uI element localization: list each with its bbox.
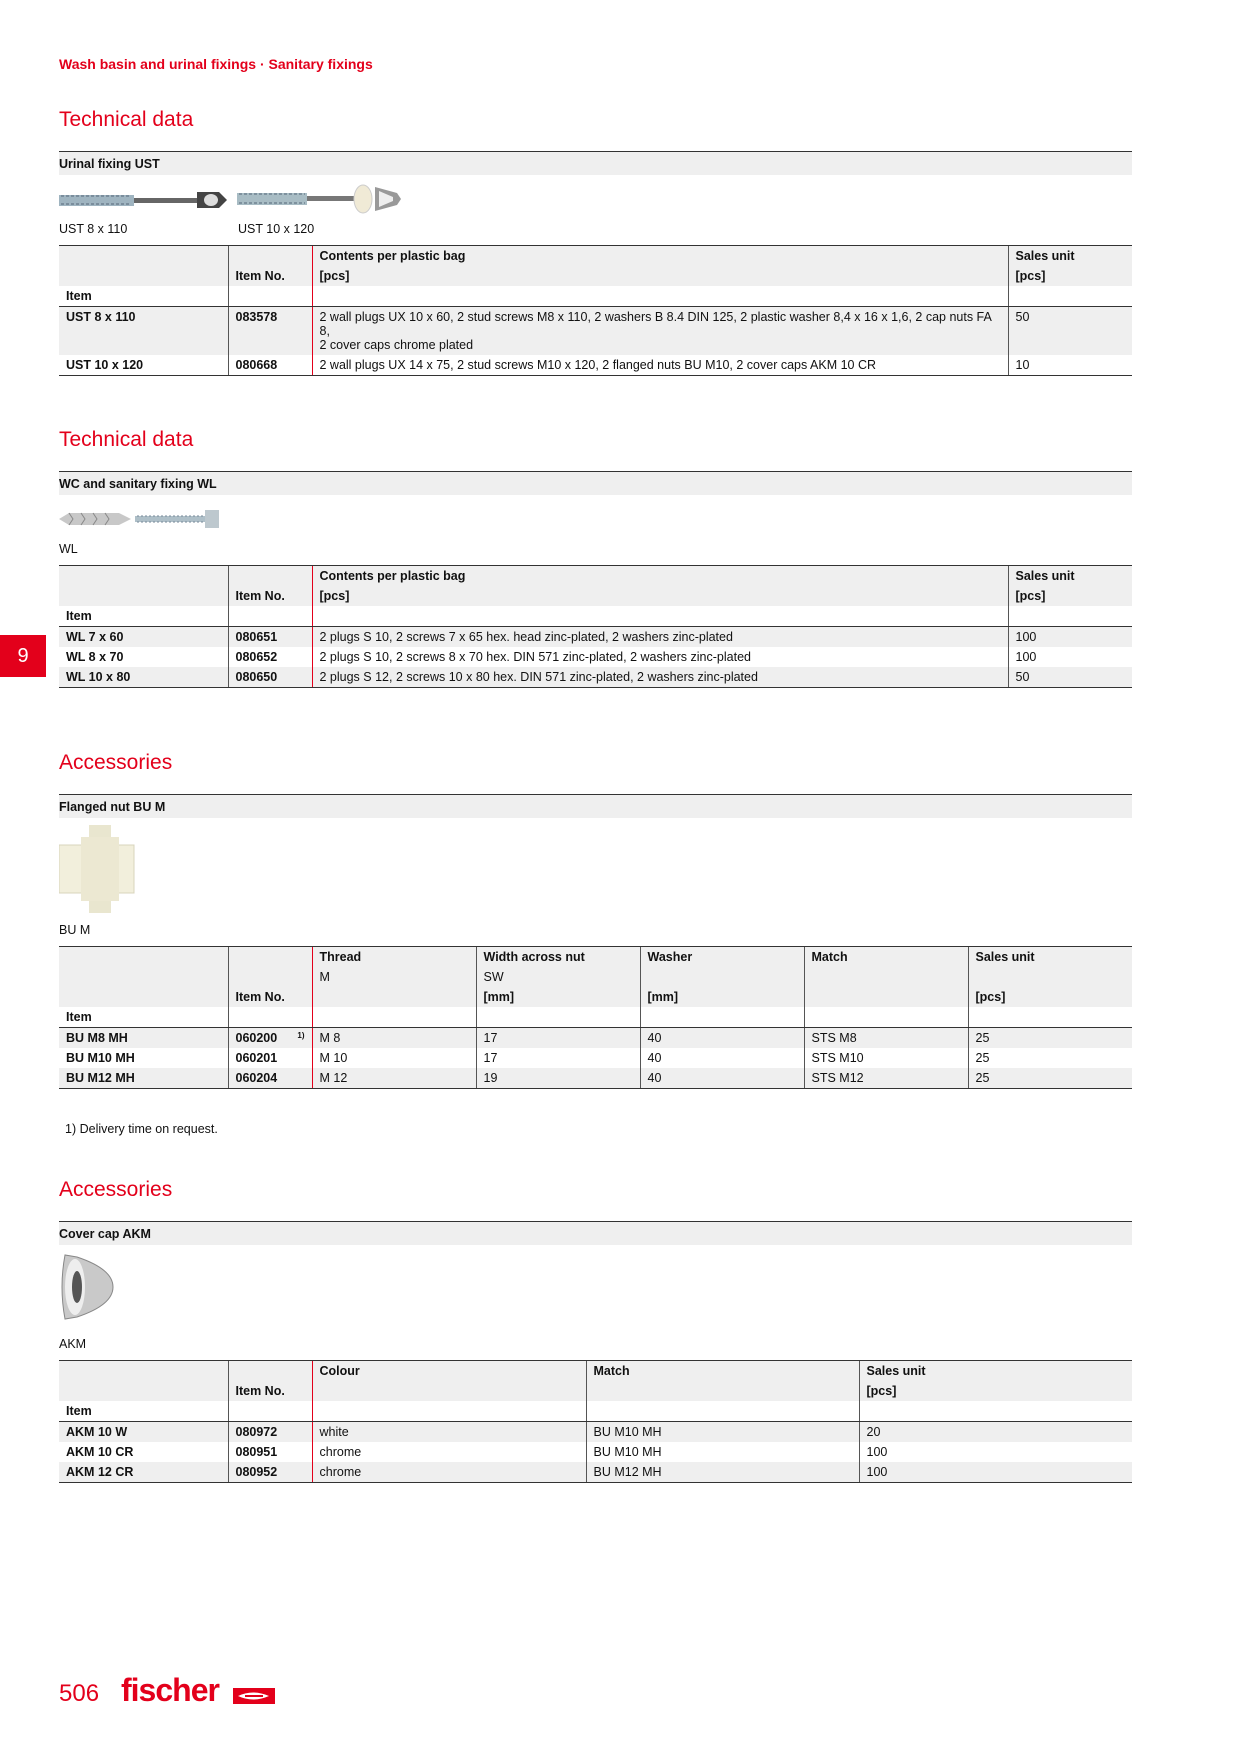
col-header: Sales unit	[1008, 566, 1132, 587]
cell-sales: 20	[859, 1422, 1132, 1443]
table-row	[59, 647, 1132, 667]
product-images	[59, 818, 1132, 946]
cell-item: BU M12 MH	[59, 1068, 228, 1089]
table-row	[59, 1068, 1132, 1089]
image-caption: UST 10 x 120	[238, 222, 315, 236]
cell-thread: M 8	[312, 1028, 476, 1049]
col-unit: [pcs]	[1008, 586, 1132, 606]
cell-item: WL 7 x 60	[59, 627, 228, 648]
col-header: Sales unit	[968, 947, 1132, 968]
cell-match: BU M10 MH	[586, 1442, 859, 1462]
cell-contents: 2 plugs S 12, 2 screws 10 x 80 hex. DIN 571 zinc-plated, 2 washers zinc-plated	[312, 667, 1008, 688]
cell-item-no: 080972	[228, 1422, 312, 1443]
col-header: Match	[586, 1361, 859, 1382]
section-ust	[59, 151, 1132, 376]
cell-item-no: 060201	[228, 1048, 312, 1068]
col-header: Colour	[312, 1361, 586, 1382]
cell-contents: 2 wall plugs UX 14 x 75, 2 stud screws M10 x 120, 2 flanged nuts BU M10, 2 cover caps AKM 10 CR	[312, 355, 1008, 376]
image-caption: AKM	[59, 1337, 87, 1351]
ust-table	[59, 245, 1132, 376]
cell-match: BU M10 MH	[586, 1422, 859, 1443]
cell-washer: 40	[640, 1068, 804, 1089]
section-subtitle: Urinal fixing UST	[59, 151, 1132, 175]
chapter-tab[interactable]: 9	[0, 635, 46, 677]
col-unit: [pcs]	[1008, 266, 1132, 286]
section-subtitle: Cover cap AKM	[59, 1221, 1132, 1245]
col-header: Item	[59, 286, 228, 307]
cell-item-no: 083578	[228, 307, 312, 356]
fischer-logo-icon	[233, 1688, 275, 1704]
cell-sales: 25	[968, 1068, 1132, 1089]
section-title: Technical data	[59, 428, 194, 451]
cell-width: 19	[476, 1068, 640, 1089]
cell-colour: white	[312, 1422, 586, 1443]
cell-width: 17	[476, 1028, 640, 1049]
image-caption: UST 8 x 110	[59, 222, 128, 236]
image-caption: BU M	[59, 923, 91, 937]
col-header: Width across nut	[476, 947, 640, 968]
cell-item: AKM 10 W	[59, 1422, 228, 1443]
col-unit: [pcs]	[859, 1381, 1132, 1401]
col-sub: SW	[476, 967, 640, 987]
col-header: Washer	[640, 947, 804, 968]
cell-washer: 40	[640, 1028, 804, 1049]
cell-item: BU M8 MH	[59, 1028, 228, 1049]
table-row	[59, 1048, 1132, 1068]
cell-sales: 50	[1008, 667, 1132, 688]
col-header: Item No.	[228, 266, 312, 286]
col-header: Sales unit	[859, 1361, 1132, 1382]
bu-table	[59, 946, 1132, 1089]
col-unit: [pcs]	[968, 987, 1132, 1007]
akm-table	[59, 1360, 1132, 1483]
product-images	[59, 175, 1132, 245]
cell-item: UST 8 x 110	[59, 307, 228, 356]
page-number: 506	[59, 1680, 100, 1707]
cell-item-no: 080951	[228, 1442, 312, 1462]
cell-item-no: 080652	[228, 647, 312, 667]
section-title: Accessories	[59, 751, 173, 774]
col-header: Item	[59, 1401, 228, 1422]
cell-item: AKM 10 CR	[66, 1445, 134, 1459]
table-row	[59, 307, 1132, 356]
table-row	[59, 355, 1132, 376]
cell-item-no: 080952	[228, 1462, 312, 1483]
cell-sales: 50	[1008, 307, 1132, 356]
cell-sales: 25	[968, 1048, 1132, 1068]
wl-image	[59, 505, 229, 533]
cell-item: WL 8 x 70	[66, 650, 124, 664]
cell-item-no: 060200	[235, 1031, 278, 1045]
col-header: Match	[804, 947, 968, 968]
cell-sales: 100	[859, 1442, 1132, 1462]
section-bu	[59, 794, 1132, 1089]
cell-contents: 2 cover caps chrome plated	[319, 338, 474, 352]
col-unit: [pcs]	[312, 266, 1008, 286]
col-header: Item	[59, 1007, 228, 1028]
col-header: Thread	[312, 947, 476, 968]
cell-contents: 2 wall plugs UX 10 x 60, 2 stud screws M8 x 110, 2 washers B 8.4 DIN 125, 2 plastic washer 8,4 x 16 x 1,6, 2 cap nuts FA 8,	[319, 310, 992, 338]
section-subtitle: Flanged nut BU M	[59, 794, 1132, 818]
wl-table	[59, 565, 1132, 688]
section-title: Accessories	[59, 1178, 173, 1201]
cell-sales: 100	[1008, 647, 1132, 667]
col-header: Contents per plastic bag	[312, 246, 1008, 267]
col-sub: M	[312, 967, 476, 987]
col-header: Contents per plastic bag	[312, 566, 1008, 587]
cell-thread: M 10	[312, 1048, 476, 1068]
ust-10x120-image	[237, 179, 417, 219]
cell-item: WL 10 x 80	[59, 667, 228, 688]
cell-item: UST 10 x 120	[59, 355, 228, 376]
cell-contents: 2 plugs S 10, 2 screws 8 x 70 hex. DIN 571 zinc-plated, 2 washers zinc-plated	[312, 647, 1008, 667]
cell-sales: 25	[968, 1028, 1132, 1049]
col-unit: [mm]	[476, 987, 640, 1007]
cell-item-no: 080668	[228, 355, 312, 376]
table-row	[59, 1422, 1132, 1443]
cell-sales: 100	[1008, 627, 1132, 648]
table-row	[59, 1028, 1132, 1049]
footnote: 1) Delivery time on request.	[65, 1122, 218, 1136]
cell-thread: M 12	[312, 1068, 476, 1089]
cell-match: STS M8	[804, 1028, 968, 1049]
image-caption: WL	[59, 542, 78, 556]
section-wl	[59, 471, 1132, 688]
cell-washer: 40	[640, 1048, 804, 1068]
cell-colour: chrome	[312, 1442, 586, 1462]
table-row	[59, 627, 1132, 648]
cell-match: BU M12 MH	[586, 1462, 859, 1483]
col-header: Item No.	[228, 1381, 312, 1401]
bu-m-image	[59, 823, 139, 918]
cell-item: BU M10 MH	[66, 1051, 135, 1065]
col-unit: [pcs]	[312, 586, 1008, 606]
cell-sales: 10	[1008, 355, 1132, 376]
cell-item: AKM 12 CR	[59, 1462, 228, 1483]
cell-match: STS M12	[804, 1068, 968, 1089]
cell-width: 17	[476, 1048, 640, 1068]
section-subtitle: WC and sanitary fixing WL	[59, 471, 1132, 495]
product-images	[59, 495, 1132, 565]
col-header: Sales unit	[1008, 246, 1132, 267]
table-row	[59, 667, 1132, 688]
product-images	[59, 1245, 1132, 1360]
cell-item-no: 060204	[228, 1068, 312, 1089]
col-header: Item	[59, 606, 228, 627]
cell-match: STS M10	[804, 1048, 968, 1068]
breadcrumb: Wash basin and urinal fixings · Sanitary fixings	[59, 56, 373, 72]
table-row	[59, 1462, 1132, 1483]
table-row	[59, 1442, 1132, 1462]
section-akm	[59, 1221, 1132, 1483]
cell-item-no: 080651	[228, 627, 312, 648]
col-header: Item No.	[228, 987, 312, 1007]
col-header: Item No.	[228, 586, 312, 606]
cell-contents: 2 plugs S 10, 2 screws 7 x 65 hex. head zinc-plated, 2 washers zinc-plated	[312, 627, 1008, 648]
akm-image	[59, 1251, 119, 1323]
footnote-marker: 1)	[297, 1031, 305, 1040]
ust-8x110-image	[59, 187, 229, 215]
section-title: Technical data	[59, 108, 194, 131]
brand-logo: fischer	[121, 1672, 219, 1708]
cell-sales: 100	[859, 1462, 1132, 1483]
cell-colour: chrome	[312, 1462, 586, 1483]
cell-item-no: 080650	[228, 667, 312, 688]
col-unit: [mm]	[640, 987, 804, 1007]
